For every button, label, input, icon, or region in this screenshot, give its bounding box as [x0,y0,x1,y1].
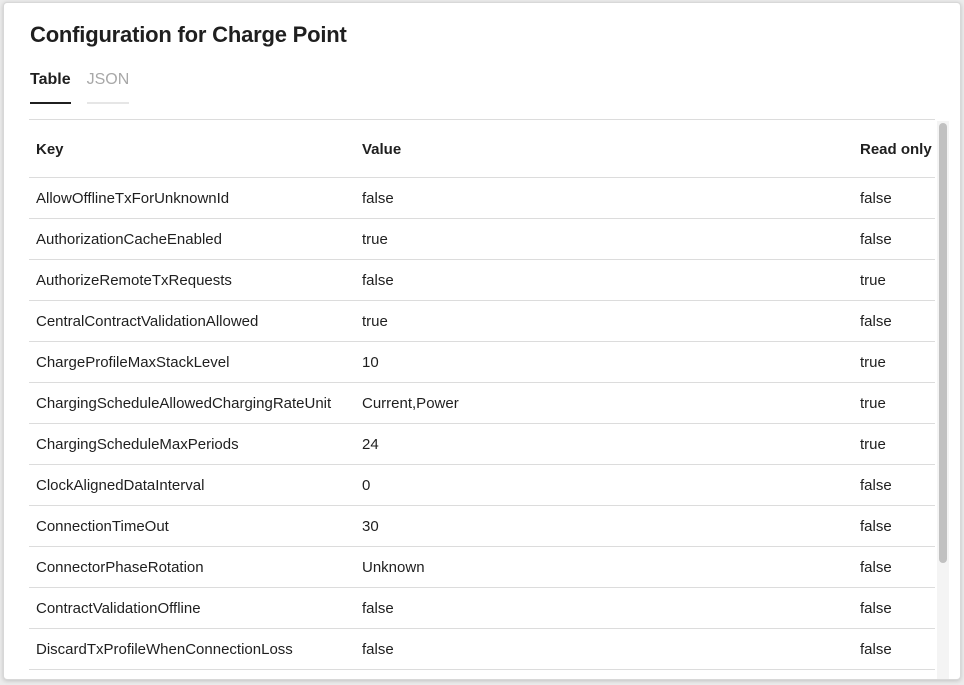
configuration-table [29,119,935,680]
page-title: Configuration for Charge Point [30,22,347,47]
cell-read-only: false [860,518,892,535]
cell-key: DiscardTxProfileWhenConnectionLoss [36,641,293,658]
table-row[interactable] [29,219,935,260]
table-row[interactable] [29,547,935,588]
cell-read-only: true [860,395,886,412]
column-header-value[interactable]: Value [362,141,402,158]
column-header-key[interactable]: Key [36,141,64,158]
tab-table[interactable]: Table [30,69,71,104]
configuration-panel [3,2,961,680]
table-row[interactable] [29,260,935,301]
cell-key: AuthorizeRemoteTxRequests [36,272,232,289]
table-row[interactable] [29,342,935,383]
table-row[interactable] [29,629,935,670]
tab-json[interactable]: JSON [87,69,130,104]
view-tabs [30,69,145,105]
cell-read-only: false [860,231,892,248]
cell-value: 10 [362,354,379,371]
cell-key: ChargingScheduleMaxPeriods [36,436,239,453]
table-body [29,178,935,670]
cell-key: AuthorizationCacheEnabled [36,231,222,248]
cell-value: true [362,313,388,330]
cell-value: false [362,641,394,658]
cell-value: 0 [362,477,371,494]
cell-value: Unknown [362,559,425,576]
cell-key: ChargeProfileMaxStackLevel [36,354,230,371]
cell-read-only: false [860,313,892,330]
cell-key: AllowOfflineTxForUnknownId [36,190,230,207]
cell-read-only: false [860,600,892,617]
table-header [29,120,935,178]
cell-read-only: true [860,436,886,453]
cell-value: Current,Power [362,395,459,412]
column-header-read-only[interactable]: Read only [860,141,932,158]
table-row[interactable] [29,465,935,506]
cell-read-only: false [860,477,892,494]
cell-value: 24 [362,436,379,453]
cell-value: true [362,231,388,248]
table-row[interactable] [29,178,935,219]
cell-key: ChargingScheduleAllowedChargingRateUnit [36,395,332,412]
cell-value: false [362,272,394,289]
cell-key: ClockAlignedDataInterval [36,477,205,494]
cell-read-only: false [860,641,892,658]
cell-read-only: true [860,354,886,371]
cell-key: CentralContractValidationAllowed [36,313,259,330]
table-row[interactable] [29,383,935,424]
cell-read-only: false [860,559,892,576]
cell-key: ConnectionTimeOut [36,518,169,535]
table-row[interactable] [29,301,935,342]
table-scrollbar[interactable] [937,121,949,679]
cell-key: ConnectorPhaseRotation [36,559,204,576]
cell-value: false [362,190,394,207]
table-row[interactable] [29,424,935,465]
scrollbar-thumb[interactable] [939,123,947,563]
table-row[interactable] [29,588,935,629]
table-row[interactable] [29,506,935,547]
cell-read-only: false [860,190,892,207]
cell-value: 30 [362,518,379,535]
cell-value: false [362,600,394,617]
cell-read-only: true [860,272,886,289]
cell-key: ContractValidationOffline [36,600,201,617]
